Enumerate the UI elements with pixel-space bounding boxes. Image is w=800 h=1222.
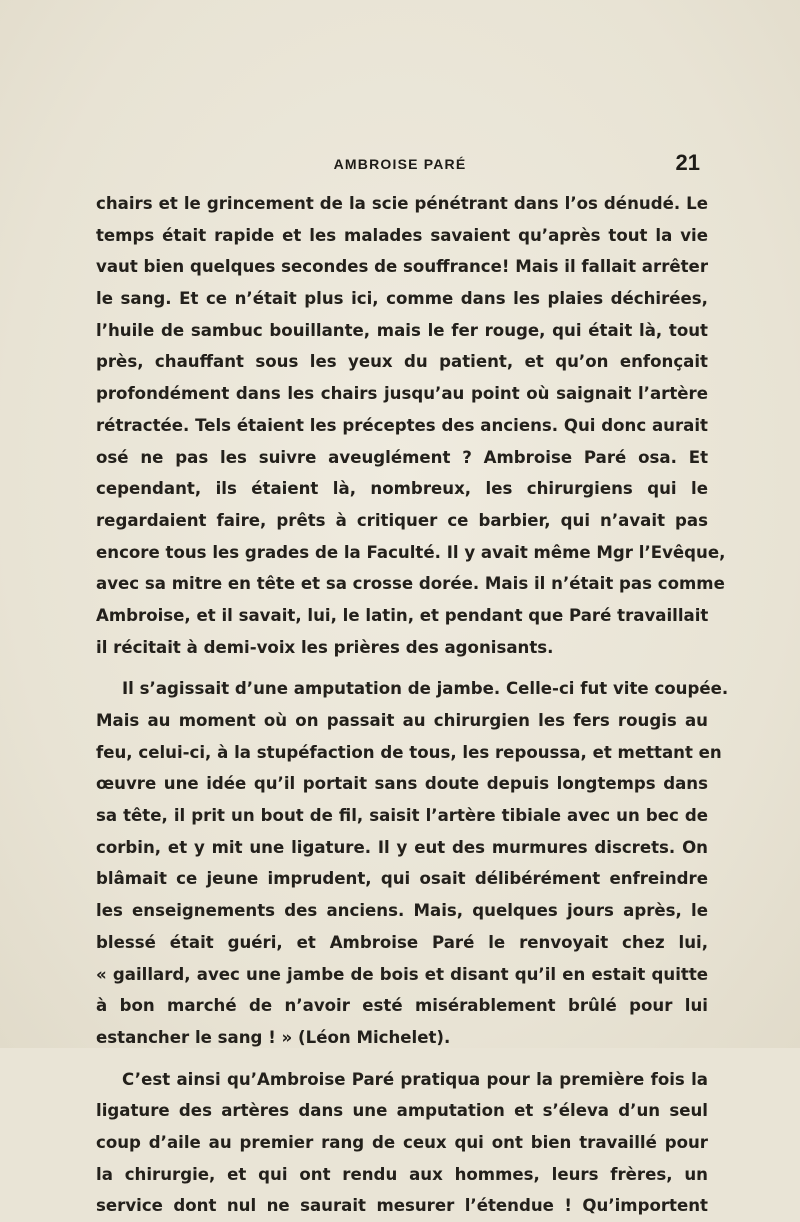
text-line: la chirurgie, et qui ont rendu aux hommes, leurs frères, un	[96, 1164, 708, 1184]
text-line: coup d’aile au premier rang de ceux qui ont bien travaillé pour	[96, 1132, 708, 1152]
text-line: blâmait ce jeune imprudent, qui osait délibérément enfreindre	[96, 869, 708, 889]
text-line: à bon marché de n’avoir esté misérablement brûlé pour lui	[96, 996, 708, 1016]
text-line: le sang. Et ce n’était plus ici, comme dans les plaies déchirées,	[96, 289, 708, 309]
text-line: vaut bien quelques secondes de souffrance! Mais il fallait arrêter	[96, 257, 708, 277]
paragraph-2	[96, 673, 729, 1053]
paragraph-gap	[96, 1054, 708, 1064]
text-line: sa tête, il prit un bout de fil, saisit l’artère tibiale avec un bec de	[96, 806, 708, 826]
text-line: cependant, ils étaient là, nombreux, les chirurgiens qui le	[96, 479, 708, 499]
text-line: avec sa mitre en tête et sa crosse dorée. Mais il n’était pas comme	[96, 574, 725, 594]
text-line: Ambroise, et il savait, lui, le latin, et pendant que Paré travaillait	[96, 605, 709, 625]
text-line: profondément dans les chairs jusqu’au point où saignait l’artère	[96, 384, 708, 404]
text-line: osé ne pas les suivre aveuglément ? Ambroise Paré osa. Et	[96, 447, 708, 467]
text-line: Il s’agissait d’une amputation de jambe. Celle-ci fut vite coupée.	[122, 679, 729, 699]
text-line: Mais au moment où on passait au chirurgien les fers rougis au	[96, 711, 708, 730]
paragraph-3	[96, 1064, 708, 1222]
body-text	[96, 188, 729, 1222]
text-line: C’est ainsi qu’Ambroise Paré pratiqua pour la première fois la	[122, 1069, 708, 1089]
paragraph-1	[96, 188, 726, 663]
text-line: chairs et le grincement de la scie pénétrant dans l’os dénudé. Le	[96, 194, 708, 213]
page-number: 21	[675, 150, 700, 175]
text-line: blessé était guéri, et Ambroise Paré le renvoyait chez lui,	[96, 932, 708, 952]
text-line: rétractée. Tels étaient les préceptes des anciens. Qui donc aurait	[96, 415, 708, 435]
text-line: près, chauffant sous les yeux du patient, et qu’on enfonçait	[96, 352, 708, 372]
text-line: il récitait à demi-voix les prières des agonisants.	[96, 637, 554, 657]
text-line: « gaillard, avec une jambe de bois et disant qu’il en estait quitte	[96, 964, 708, 984]
text-line: service dont nul ne saurait mesurer l’étendue ! Qu’importent	[96, 1196, 708, 1216]
text-line: regardaient faire, prêts à critiquer ce barbier, qui n’avait pas	[96, 510, 708, 530]
text-line: œuvre une idée qu’il portait sans doute depuis longtemps dans	[96, 774, 708, 794]
paragraph-gap	[96, 663, 708, 673]
running-head	[0, 150, 800, 176]
text-line: l’huile de sambuc bouillante, mais le fer rouge, qui était là, tout	[96, 320, 708, 340]
text-line: les enseignements des anciens. Mais, quelques jours après, le	[96, 901, 708, 921]
text-line: encore tous les grades de la Faculté. Il y avait même Mgr l’Evêque,	[96, 542, 726, 562]
running-title: AMBROISE PARÉ	[333, 156, 467, 172]
text-line: feu, celui-ci, à la stupéfaction de tous, les repoussa, et mettant en	[96, 742, 722, 762]
text-line: temps était rapide et les malades savaient qu’après tout la vie	[96, 225, 708, 245]
text-line: corbin, et y mit une ligature. Il y eut des murmures discrets. On	[96, 837, 708, 857]
text-line: ligature des artères dans une amputation et s’éleva d’un seul	[96, 1101, 708, 1121]
text-line: estancher le sang ! » (Léon Michelet).	[96, 1027, 451, 1047]
